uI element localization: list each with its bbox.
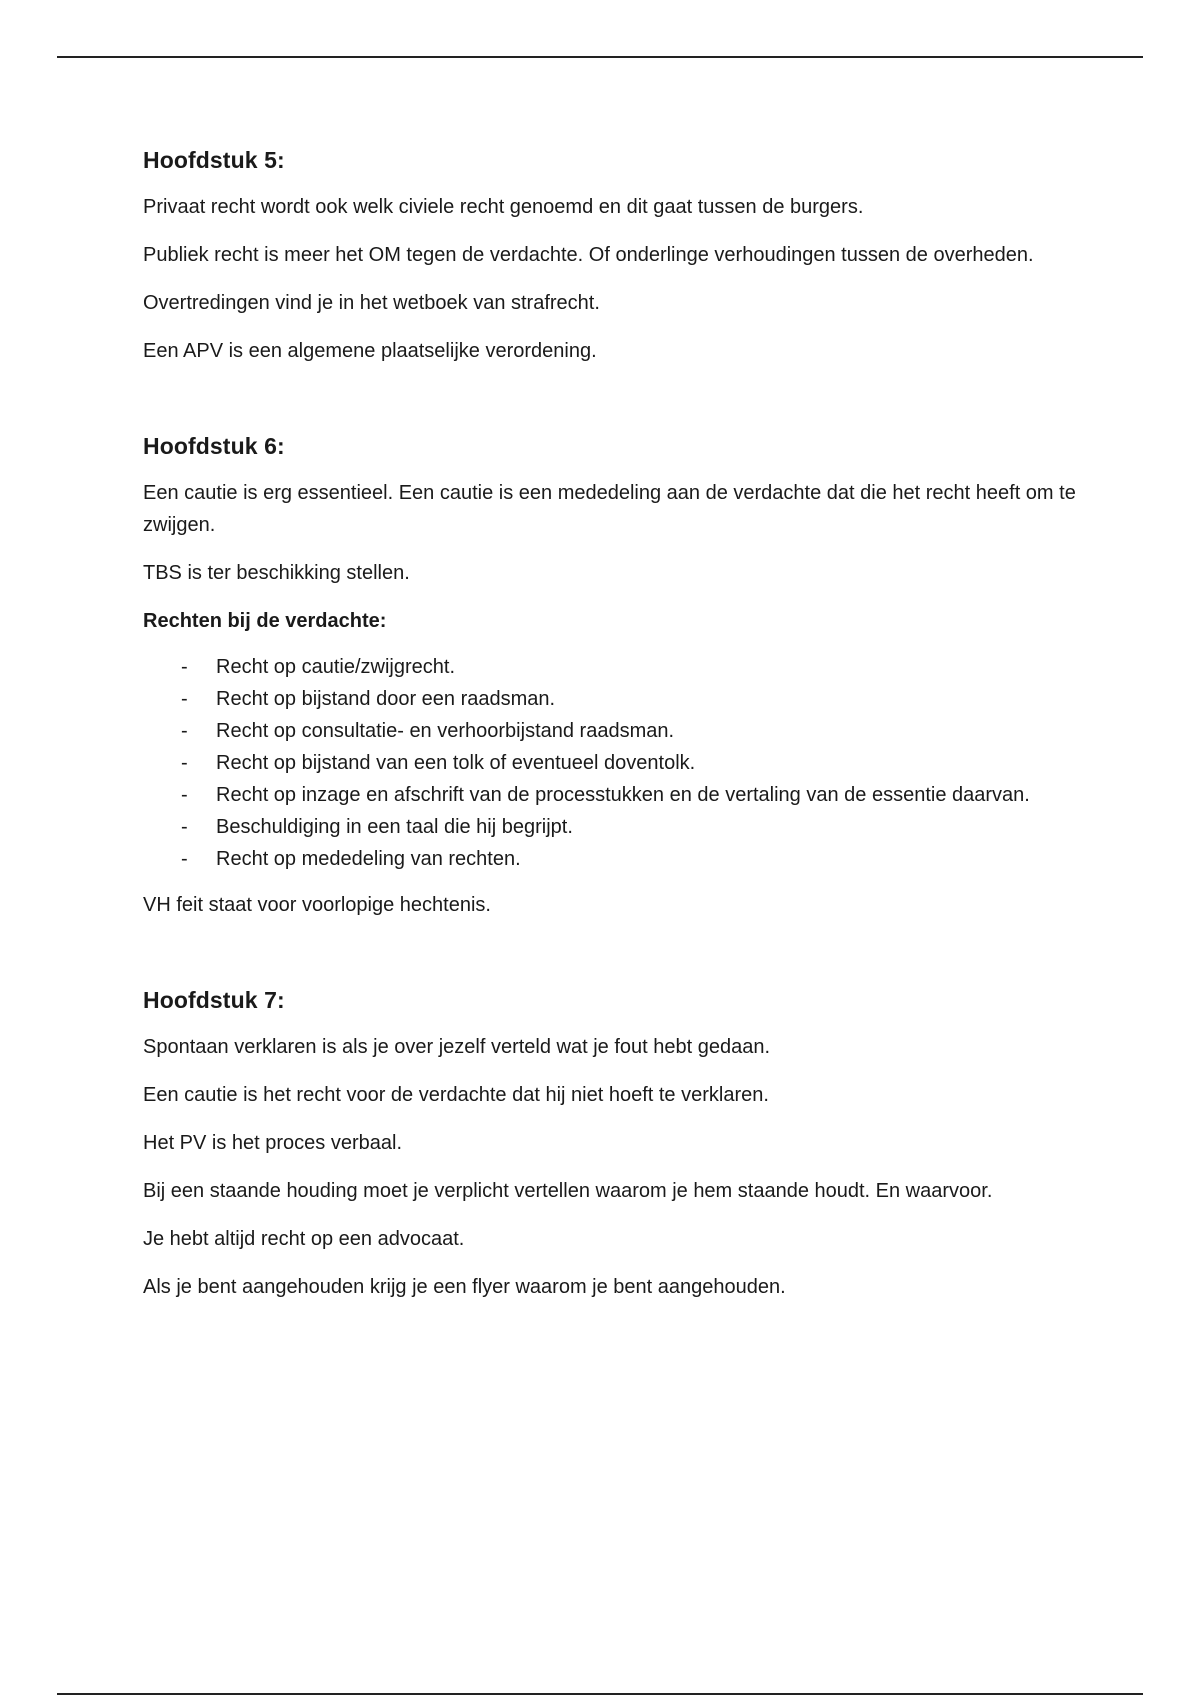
chapter-6 — [143, 429, 1078, 921]
paragraph: TBS is ter beschikking stellen. — [143, 562, 410, 584]
dash-bullet: - — [181, 688, 188, 710]
list-item-text: Recht op cautie/zwijgrecht. — [216, 656, 456, 678]
list-item-text: Recht op mededeling van rechten. — [216, 848, 521, 870]
list-item-text: Recht op bijstand door een raadsman. — [216, 688, 556, 710]
paragraph: Het PV is het proces verbaal. — [143, 1132, 403, 1154]
document-body — [143, 143, 1078, 1365]
chapter-5 — [143, 143, 1078, 367]
paragraph: Spontaan verklaren is als je over jezelf verteld wat je fout hebt gedaan. — [143, 1036, 771, 1058]
list-item-text: Recht op bijstand van een tolk of eventueel doventolk. — [216, 752, 696, 774]
paragraph: Een cautie is erg essentieel. Een cautie is een mededeling aan de verdachte dat die het recht heeft om te zwijgen. — [143, 482, 1076, 536]
list-item-text: Recht op consultatie- en verhoorbijstand raadsman. — [216, 720, 675, 742]
list-item-text: Recht op inzage en afschrift van de processtukken en de vertaling van de essentie daarvan. — [216, 784, 1030, 806]
list-item — [143, 683, 1078, 715]
paragraph: Een APV is een algemene plaatselijke verordening. — [143, 340, 597, 362]
list-item — [143, 747, 1078, 779]
paragraph: Als je bent aangehouden krijg je een flyer waarom je bent aangehouden. — [143, 1276, 786, 1298]
dash-bullet: - — [181, 656, 188, 678]
list-item — [143, 843, 1078, 875]
dash-bullet: - — [181, 848, 188, 870]
dash-bullet: - — [181, 720, 188, 742]
paragraph: Publiek recht is meer het OM tegen de verdachte. Of onderlinge verhoudingen tussen de overheden. — [143, 244, 1034, 266]
chapter-heading: Hoofdstuk 5: — [143, 147, 285, 173]
paragraph: Overtredingen vind je in het wetboek van strafrecht. — [143, 292, 600, 314]
chapter-7 — [143, 983, 1078, 1303]
list-subheading: Rechten bij de verdachte: — [143, 610, 387, 632]
footer-rule — [57, 1693, 1143, 1695]
header-rule — [57, 56, 1143, 58]
paragraph: Privaat recht wordt ook welk civiele recht genoemd en dit gaat tussen de burgers. — [143, 196, 864, 218]
list-item — [143, 811, 1078, 843]
list-item — [143, 651, 1078, 683]
dash-bullet: - — [181, 752, 188, 774]
dash-bullet: - — [181, 816, 188, 838]
chapter-heading: Hoofdstuk 7: — [143, 987, 285, 1013]
list-item — [143, 715, 1078, 747]
list-item — [143, 779, 1078, 811]
paragraph: Je hebt altijd recht op een advocaat. — [143, 1228, 465, 1250]
list-item-text: Beschuldiging in een taal die hij begrijpt. — [216, 816, 573, 838]
dash-bullet: - — [181, 784, 188, 806]
paragraph: VH feit staat voor voorlopige hechtenis. — [143, 894, 491, 916]
paragraph: Bij een staande houding moet je verplicht vertellen waarom je hem staande houdt. En waarvoor. — [143, 1180, 993, 1202]
paragraph: Een cautie is het recht voor de verdachte dat hij niet hoeft te verklaren. — [143, 1084, 769, 1106]
rights-list — [143, 651, 1078, 875]
chapter-heading: Hoofdstuk 6: — [143, 433, 285, 459]
